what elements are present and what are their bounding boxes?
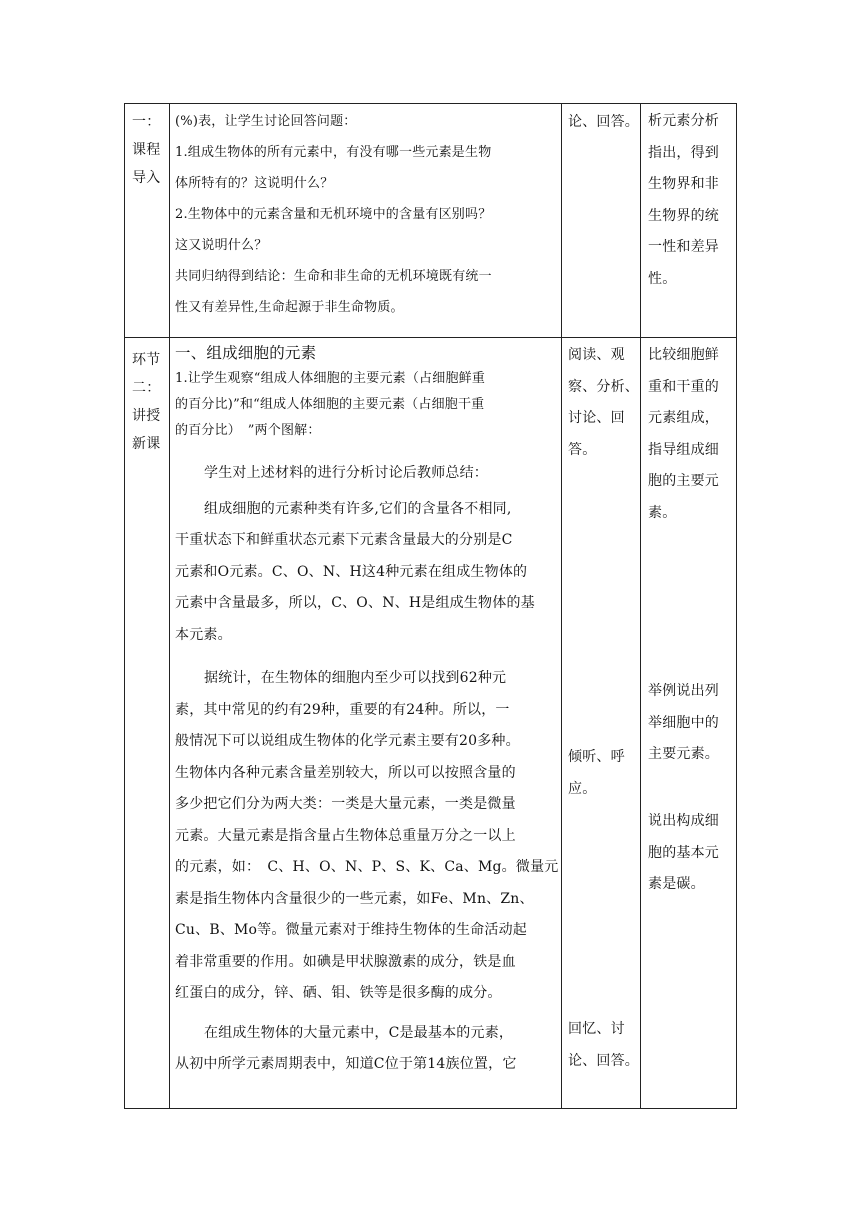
paragraph-line: 学生对上述材料的进行分析讨论后教师总结：: [204, 465, 488, 481]
paragraph-line: 的元素，如： C、H、O、N、P、S、K、Ca、Mg。微量元: [175, 859, 559, 875]
stage-label: 课程: [132, 142, 161, 158]
content-line: 1.组成生物体的所有元素中，有没有哪一些元素是生物: [175, 145, 492, 160]
paragraph-line: 红蛋白的成分，锌、硒、钼、铁等是很多酶的成分。: [175, 985, 502, 1001]
intent-line: 指导组成细: [648, 441, 719, 458]
intent-cell: [641, 338, 737, 1109]
intent-line: 胞的主要元: [648, 473, 719, 489]
stage-label: 讲授: [132, 408, 161, 424]
intent-line: 主要元素。: [648, 746, 719, 762]
paragraph-line: 据统计，在生物体的细胞内至少可以找到62种元: [204, 670, 507, 686]
paragraph-line: 在组成生物体的大量元素中，C是最基本的元素，: [204, 1024, 514, 1041]
stage-cell: [125, 338, 170, 1109]
stage-label: 环节: [132, 352, 161, 368]
activity-cell: [562, 104, 641, 338]
intent-line: 性。: [648, 270, 677, 287]
stage-label: 导入: [132, 170, 161, 186]
stage-label: 新课: [132, 436, 161, 452]
intent-line: 素。: [648, 504, 677, 521]
section-heading: 一、组成细胞的元素: [175, 344, 317, 362]
content-line: (%)表，让学生讨论回答问题：: [175, 114, 357, 129]
paragraph-line: 生物体内各种元素含量差别较大，所以可以按照含量的: [175, 764, 516, 781]
stage-label: 二：: [132, 380, 161, 396]
paragraph-line: 素是指生物体内含量很少的一些元素，如Fe、Mn、Zn、: [175, 890, 534, 907]
intent-line: 说出构成细: [648, 813, 719, 829]
activity-line: 倾听、呼: [568, 749, 625, 765]
paragraph-line: 着非常重要的作用。如碘是甲状腺激素的成分，铁是血: [175, 953, 516, 970]
intro-line: 的百分比)”和“组成人体细胞的主要元素（占细胞干重: [175, 397, 485, 412]
paragraph-line: 元素和O元素。C、O、N、H这4种元素在组成生物体的: [175, 563, 528, 580]
intent-line: 一性和差异: [648, 239, 719, 255]
paragraph-line: Cu、B、Mo等。微量元素对于维持生物体的生命活动起: [175, 922, 527, 938]
stage-label: 一：: [132, 114, 161, 130]
intent-line: 举细胞中的: [648, 714, 719, 731]
activity-line: 答。: [568, 441, 597, 458]
table-row-intro: [125, 104, 737, 338]
intent-line: 生物界的统: [648, 207, 719, 224]
paragraph-line: 从初中所学元素周期表中，知道C位于第14族位置，它: [175, 1056, 517, 1072]
paragraph-line: 本元素。: [175, 626, 232, 643]
intent-line: 胞的基本元: [648, 844, 719, 861]
activity-line: 应。: [568, 780, 597, 797]
paragraph-line: 多少把它们分为两大类：一类是大量元素，一类是微量: [175, 796, 516, 812]
content-cell: [170, 104, 562, 338]
content-line: 体所特有的？这说明什么？: [175, 176, 334, 191]
content-line: 这又说明什么？: [175, 238, 268, 253]
activity-line: 论、回答。: [568, 114, 639, 130]
intro-line: 的百分比） ”两个图解：: [175, 423, 321, 438]
content-line: 2.生物体中的元素含量和无机环境中的含量有区别吗？: [175, 207, 492, 222]
table-row-lecture: [125, 338, 737, 1109]
activity-cell: [562, 338, 641, 1109]
intent-line: 比较细胞鲜: [648, 347, 719, 363]
paragraph-line: 素，其中常见的约有29种，重要的有24种。所以，一: [175, 701, 510, 718]
activity-line: 察、分析、: [568, 378, 639, 395]
activity-line: 讨论、回: [568, 410, 625, 426]
intro-line: 1.让学生观察“组成人体细胞的主要元素（占细胞鲜重: [175, 371, 486, 386]
intent-line: 生物界和非: [648, 176, 719, 192]
intent-line: 指出，得到: [648, 144, 719, 161]
content-line: 共同归纳得到结论：生命和非生命的无机环境既有统一: [175, 269, 492, 284]
intent-line: 重和干重的: [648, 378, 719, 395]
paragraph-line: 元素。大量元素是指含量占生物体总重量万分之一以上: [175, 827, 516, 844]
content-cell: [170, 338, 562, 1109]
paragraph-line: 组成细胞的元素种类有许多,它们的含量各不相同,: [204, 500, 512, 517]
content-line: 性又有差异性,生命起源于非生命物质。: [175, 300, 404, 315]
stage-cell: [125, 104, 170, 338]
intent-line: 举例说出列: [648, 683, 719, 699]
paragraph-line: 般情况下可以说组成生物体的化学元素主要有20多种。: [175, 733, 520, 749]
activity-line: 论、回答。: [568, 1052, 639, 1069]
intent-line: 元素组成，: [648, 410, 719, 426]
intent-cell: [641, 104, 737, 338]
paragraph-line: 元素中含量最多，所以，C、O、N、H是组成生物体的基: [175, 595, 535, 611]
lesson-plan-table: [124, 103, 737, 1109]
activity-line: 回忆、讨: [568, 1021, 625, 1037]
intent-line: 析元素分析: [648, 113, 719, 129]
intent-line: 素是碳。: [648, 876, 705, 892]
paragraph-line: 干重状态下和鲜重状态元素下元素含量最大的分别是C: [175, 532, 513, 548]
activity-line: 阅读、观: [568, 347, 625, 363]
